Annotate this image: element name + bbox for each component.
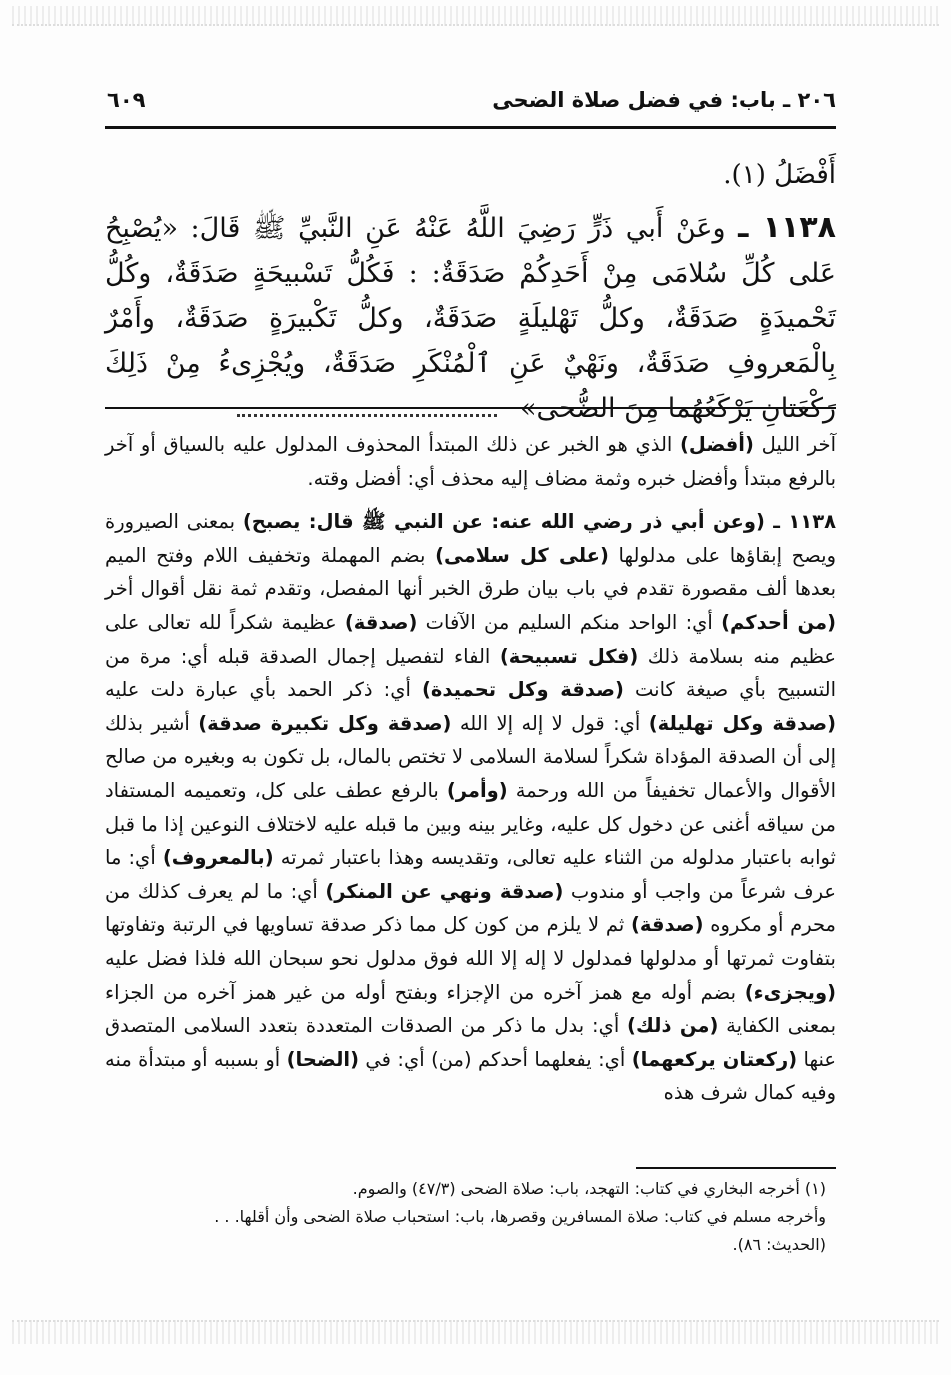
footnotes: [105, 1175, 826, 1259]
commentary-p2-segment: بضم أوله مع همز آخره من الإجزاء وبفتح أوله من غير همز آخره من الجزاء بمعنى الكفاية: [105, 980, 836, 1038]
commentary-p2-segment: (من ذلك): [627, 1014, 719, 1038]
commentary-p2-segment: ثم لا يلزم من كون كل مما ذكر صدقة تساويها في الرتبة وتفاوتها بتفاوت ثمرتها أو مدلولها فمدلول لا إله إلا الله فوق مدلول نحو سبحان الله فلذا فضل عليه: [105, 913, 836, 970]
commentary-p1-segment: الذي هو الخبر عن ذلك المبتدأ المحذوف المدلول عليه بالسياق أو آخر بالرفع مبتدأ وأفضل خبره وثمة مضاف إليه محذف أي: أفضل وقته.: [105, 433, 836, 490]
running-head: ٢٠٦ ـ باب: في فضل صلاة الضحى: [492, 88, 836, 112]
footnote-line-2: وأخرجه مسلم في كتاب: صلاة المسافرين وقصرها، باب: استحباب صلاة الضحى وأن أقلها. . .: [214, 1207, 826, 1226]
commentary-p2-segment: عظيمة شكراً لله تعالى على عظيم منه بسلامة ذلك: [105, 610, 836, 668]
commentary-p2-segment: (ركعتان يركعهما): [631, 1047, 798, 1071]
commentary-p2-segment: (ويجزىء): [744, 980, 836, 1004]
commentary-p1-segment: (أفضل): [680, 433, 754, 456]
commentary-p2-segment: (وعن أبي ذر رضي الله عنه: عن النبي ﷺ قال: يصبح): [242, 510, 765, 534]
commentary-p2-segment: (صدقة وكل تحميدة): [421, 678, 624, 702]
commentary-p2-segment: (بالمعروف): [162, 846, 274, 870]
commentary-p2-segment: (على كل سلامى): [435, 543, 609, 567]
commentary-block: [105, 428, 836, 1110]
hadith-number: ١١٣٨ ـ: [738, 210, 836, 245]
commentary-p2-segment: (الضحا): [286, 1047, 360, 1071]
separator-rule: [105, 407, 836, 409]
commentary-paragraph-1: [105, 428, 836, 495]
top-ornamental-border: [12, 6, 939, 26]
commentary-p2-segment: أشير بذلك إلى أن الصدقة المؤداة شكراً لسلامة السلامى لا تختص بالمال، بل تكون به وبغيره من صالح الأقوال والأعمال تخفيفاً من الله ورحمة: [105, 711, 836, 802]
commentary-p2-segment: (صدقة وكل تهليلة): [648, 711, 836, 735]
page-header: [105, 86, 836, 129]
commentary-p2-segment: أي: ذكر الحمد بأي عبارة دلت عليه: [105, 678, 422, 702]
commentary-p2-segment: (وأمر): [446, 778, 508, 802]
commentary-p2-segment: أي: بدل ما ذكر من الصدقات المتعددة بتعدد السلامى المتصدق عنها: [105, 1014, 837, 1071]
page-number: ٦٠٩: [107, 88, 146, 112]
bottom-ornamental-border: [12, 1320, 939, 1344]
hadith-block: [105, 205, 836, 431]
footnote-rule: [636, 1167, 836, 1169]
commentary-p2-segment: بالرفع عطف على كل، وتعميمه المستفاد من سياقه أغنى عن دخول كل عليه، وغاير بينه وبين ما قبله عليه لاختلاف النوعين إذا ما قبل ثوابه باعتبار مدلوله من الثناء عليه تعالى، وتقديسه وهذا باعتبار ثمرته: [105, 778, 836, 870]
commentary-p1-segment: آخر الليل: [753, 433, 836, 456]
commentary-p2-segment: أي: ما لم يعرف كذلك من محرم أو مكروه: [105, 879, 836, 937]
commentary-p2-segment: بضم المهملة وتخفيف اللام وفتح الميم بعدها ألف مقصورة تقدم في باب بيان طرق الخبر أنها المفصل، وتقدم ثمة نقل أقوال أخر: [105, 543, 836, 601]
commentary-p2-segment: بمعنى الصيرورة ويصح إبقاؤها على مدلولها: [105, 510, 836, 567]
commentary-p2-segment: (صدقة ونهي عن المنكر): [325, 879, 564, 903]
commentary-p2-segment: (صدقة): [344, 610, 418, 634]
commentary-p2-segment: أي: ما عرف شرعاً من واجب أو مندوب: [105, 846, 836, 903]
carry-over-text: أَفْضَلُ (١).: [723, 160, 836, 190]
footnote-line-3: (الحديث: ٨٦).: [732, 1235, 826, 1254]
footnote-line-1: (١) أخرجه البخاري في كتاب: التهجد، باب: صلاة الضحى (٤٧/٣) والصوم.: [352, 1179, 826, 1198]
commentary-p2-segment: أي: الواحد منكم السليم من الآفات: [417, 610, 722, 634]
dotted-leader: [237, 404, 497, 417]
commentary-p2-segment: أي: يفعلهما أحدكم (من) أي: في: [359, 1047, 632, 1071]
commentary-p2-segment: (فكل تسبيحة): [499, 644, 639, 668]
commentary-paragraph-2: [105, 505, 836, 1110]
commentary-p2-segment: ١١٣٨ ـ: [764, 510, 837, 534]
commentary-p2-segment: أو بسببه أو مبتدأة منه وفيه كمال شرف هذه: [105, 1047, 836, 1105]
hadith-text: وعَنْ أَبي ذَرٍّ رَضِيَ اللَّهُ عَنْهُ عَنِ النَّبيِّ ﷺ قَالَ: «يُصْبِحُ عَلى كُلِّ سُلامَى مِنْ أَحَدِكُمْ صَدَقَةٌ: : فَكُلُّ تَسْبيحَةٍ صَدَقَةٌ، وكُلُّ تَحْميدَةٍ صَدَقَةٌ، وكلُّ تَهْليلَةٍ صَدَقَةٌ، وكلُّ تَكْبيرَةٍ صَدَقَةٌ، وأَمْرٌ بِالْمَعروفِ صَدَقَةٌ، ونَهْيٌ عَنِ ٱلْمُنْكَرِ صَدَقَةٌ، ويُجْزِىءُ مِنْ ذَلِكَ رَكْعَتانِ يَرْكَعُهُما مِنَ الضُّحى»: [105, 213, 836, 424]
commentary-p2-segment: أي: قول لا إله إلا الله: [451, 711, 649, 735]
commentary-p2-segment: (من أحدكم): [721, 610, 836, 634]
commentary-p2-segment: (صدقة وكل تكبيرة صدقة): [198, 711, 452, 735]
commentary-p2-segment: الفاء لتفصيل إجمال الصدقة قبله أي: مرة من التسبيح بأي صيغة كانت: [105, 644, 837, 702]
commentary-p2-segment: (صدقة): [631, 913, 704, 937]
